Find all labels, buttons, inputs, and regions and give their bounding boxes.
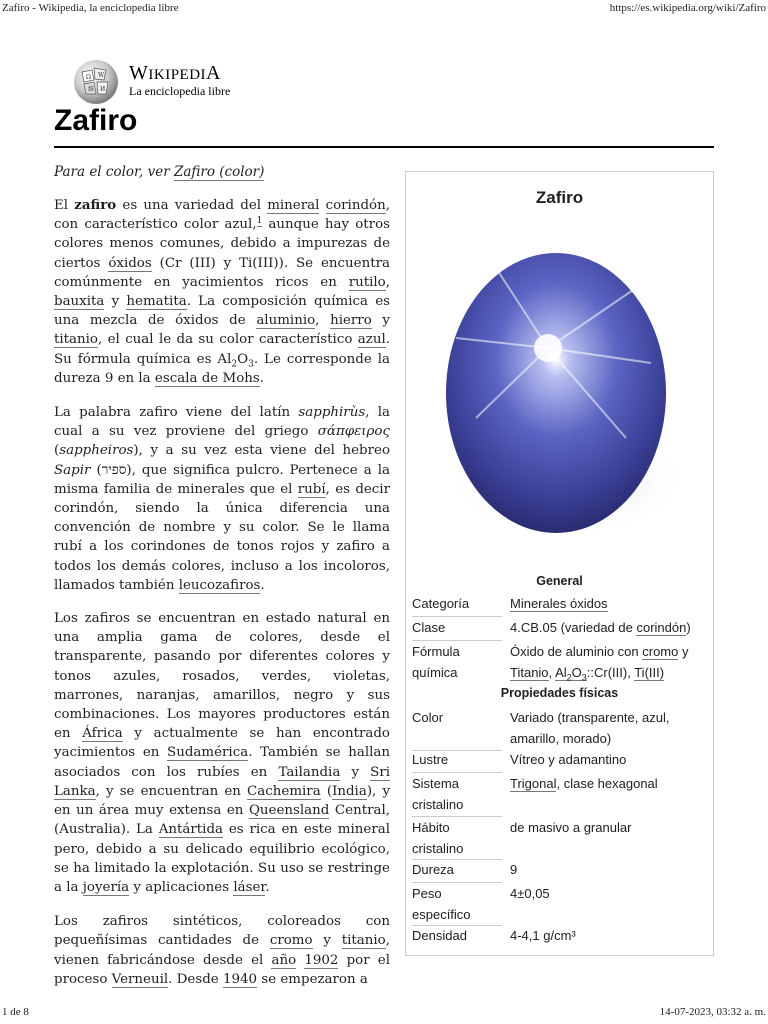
link-sri-lanka[interactable]: Sri Lanka xyxy=(54,764,390,799)
link-ti-iii[interactable]: Ti(III) xyxy=(634,664,665,680)
svg-text:И: И xyxy=(100,86,106,93)
link-mineral[interactable]: mineral xyxy=(267,198,320,213)
wikipedia-logo[interactable] xyxy=(72,56,252,108)
infobox: Zafiro General Categoría Minerales óxidos Clase 4.CB.05 (variedad de corindón) Fórmula química Óxido de aluminio con cromo y Titanio, $Al_2O_3::Cr(III)$, Ti(III) Propiedades físicas Color Variado (transparente, azul, amarillo, morado) Lustre Vítreo y adamantino Sistema cristalino Trigonal, clase hexagonal Hábito cristalino de masivo a granular Dureza 9 Peso específico 4±0,05 Densidad 4-4,1 g/cm³ xyxy=(405,171,714,956)
wikipedia-wordmark: WIKIPEDIA xyxy=(129,62,221,84)
link-corindon[interactable]: corindón xyxy=(325,198,386,213)
link-india[interactable]: India xyxy=(332,783,367,799)
svg-text:W: W xyxy=(98,72,105,79)
page-title: Zafiro xyxy=(54,104,138,137)
paragraph-intro: El zafiro es una variedad del mineral corindón, con característico color azul,$^1$ aunque hay otros colores menos comunes, debido a impurezas de ciertos óxidos (Cr (III) y Ti(III)). Se encuentra comúnmente en yacimientos ricos en rutilo, bauxita y hematita. La composición química es una mezcla de óxidos de aluminio, hierro y titanio, el cual le da su color característico azul. Su fórmula química es $Al_2O_3$. Le corresponde la dureza 9 en la escala de Mohs. xyxy=(54,197,391,386)
print-footer xyxy=(2,1006,766,1020)
link-cachemira[interactable]: Cachemira xyxy=(247,783,321,799)
link-tailandia[interactable]: Tailandia xyxy=(278,764,341,780)
link-ano[interactable]: año xyxy=(271,952,297,968)
link-queensland[interactable]: Queensland xyxy=(248,803,330,819)
infobox-title: Zafiro xyxy=(535,188,584,207)
reference-1[interactable]: 1 xyxy=(256,215,263,226)
wikipedia-tagline: La enciclopedia libre xyxy=(129,84,231,98)
link-rutilo[interactable]: rutilo xyxy=(348,274,386,290)
print-header-url: https://es.wikipedia.org/wiki/Zafiro xyxy=(609,2,766,14)
page-counter: 1 de 8 xyxy=(2,1006,29,1018)
link-titanio-2[interactable]: titanio xyxy=(341,933,386,949)
link-sudamerica[interactable]: Sudamérica xyxy=(167,745,249,761)
link-1902[interactable]: 1902 xyxy=(304,952,339,968)
link-titanio-infobox[interactable]: Titanio xyxy=(510,664,549,680)
link-laser[interactable]: láser xyxy=(233,879,266,895)
link-oxidos[interactable]: óxidos xyxy=(108,255,152,271)
paragraph-synthetic: Los zafiros sintéticos, coloreados con pequeñísimas cantidades de cromo y titanio, vienen fabricándose desde el año 1902 por el proceso Verneuil. Desde 1940 se empezaron a xyxy=(54,914,391,987)
link-verneuil[interactable]: Verneuil xyxy=(111,971,169,987)
link-rubi[interactable]: rubí xyxy=(297,481,326,497)
link-aluminio[interactable]: aluminio xyxy=(256,313,316,329)
link-cromo-infobox[interactable]: cromo xyxy=(642,644,679,659)
title-divider xyxy=(54,146,714,148)
link-corindon-infobox[interactable]: corindón xyxy=(636,620,687,635)
svg-text:Ω: Ω xyxy=(86,74,91,81)
sapphire-image[interactable] xyxy=(436,228,686,558)
svg-text:維: 維 xyxy=(88,86,95,93)
hatnote-link[interactable]: Zafiro (color) xyxy=(173,164,265,180)
link-1940[interactable]: 1940 xyxy=(222,971,258,987)
hatnote: Para el color, ver Zafiro (color) xyxy=(54,164,265,180)
article-body xyxy=(54,196,390,1004)
wikipedia-globe-icon xyxy=(72,58,120,106)
link-antartida[interactable]: Antártida xyxy=(158,822,224,838)
link-cromo[interactable]: cromo xyxy=(269,933,313,949)
link-joyeria[interactable]: joyería xyxy=(82,879,130,895)
link-africa[interactable]: África xyxy=(82,726,123,742)
paragraph-etymology: La palabra zafiro viene del latín sapphirùs, la cual a su vez proviene del griego σάπφειρος (sappheiros), y a su vez esta viene del hebreo Sapir (ספיר), que significa pulcro. Pertenece a la misma familia de minerales que el rubí, es decir corindón, siendo la única diferencia una convención de nombre y su color. Se le llama rubí a los corindones de tonos rojos y zafiro a todos los demás colores, incluso a los incoloros, llamados también leucozafiros. xyxy=(54,405,391,593)
print-header xyxy=(2,2,766,16)
link-titanio[interactable]: titanio xyxy=(54,332,98,348)
paragraph-distribution: Los zafiros se encuentran en estado natural en una amplia gama de colores, desde el transparente, pasando por diferentes colores y tonos azules, rosados, verdes, violetas, marrones, naranjas, amarillos, negro y sus combinaciones. Los mayores productores están en África y actualmente se han encontrado yacimientos en Sudamérica. También se hallan asociados con los rubíes en Tailandia y Sri Lanka, y se encuentran en Cachemira (India), y en un área muy extensa en Queensland Central, (Australia). La Antártida es rica en este mineral pero, debido a su delicado equilibrio ecológico, se ha limitado la explotación. Su uso se restringe a la joyería y aplicaciones láser. xyxy=(54,611,391,895)
link-minerales-oxidos[interactable]: Minerales óxidos xyxy=(510,596,608,611)
link-hematita[interactable]: hematita xyxy=(126,294,187,310)
link-azul[interactable]: azul xyxy=(357,332,386,348)
link-trigonal[interactable]: Trigonal xyxy=(510,776,557,791)
infobox-section-physical: Propiedades físicas xyxy=(500,686,619,700)
link-bauxita[interactable]: bauxita xyxy=(54,294,105,310)
infobox-section-general: General xyxy=(536,574,583,588)
link-leucozafiros[interactable]: leucozafiros xyxy=(178,577,261,593)
print-timestamp: 14-07-2023, 03:32 a. m. xyxy=(659,1006,766,1018)
link-escala-mohs[interactable]: escala de Mohs xyxy=(154,370,260,386)
link-hierro[interactable]: hierro xyxy=(330,313,372,329)
print-header-title: Zafiro - Wikipedia, la enciclopedia libre xyxy=(2,2,179,14)
link-formula[interactable]: $Al_2O_3$ xyxy=(555,664,587,683)
